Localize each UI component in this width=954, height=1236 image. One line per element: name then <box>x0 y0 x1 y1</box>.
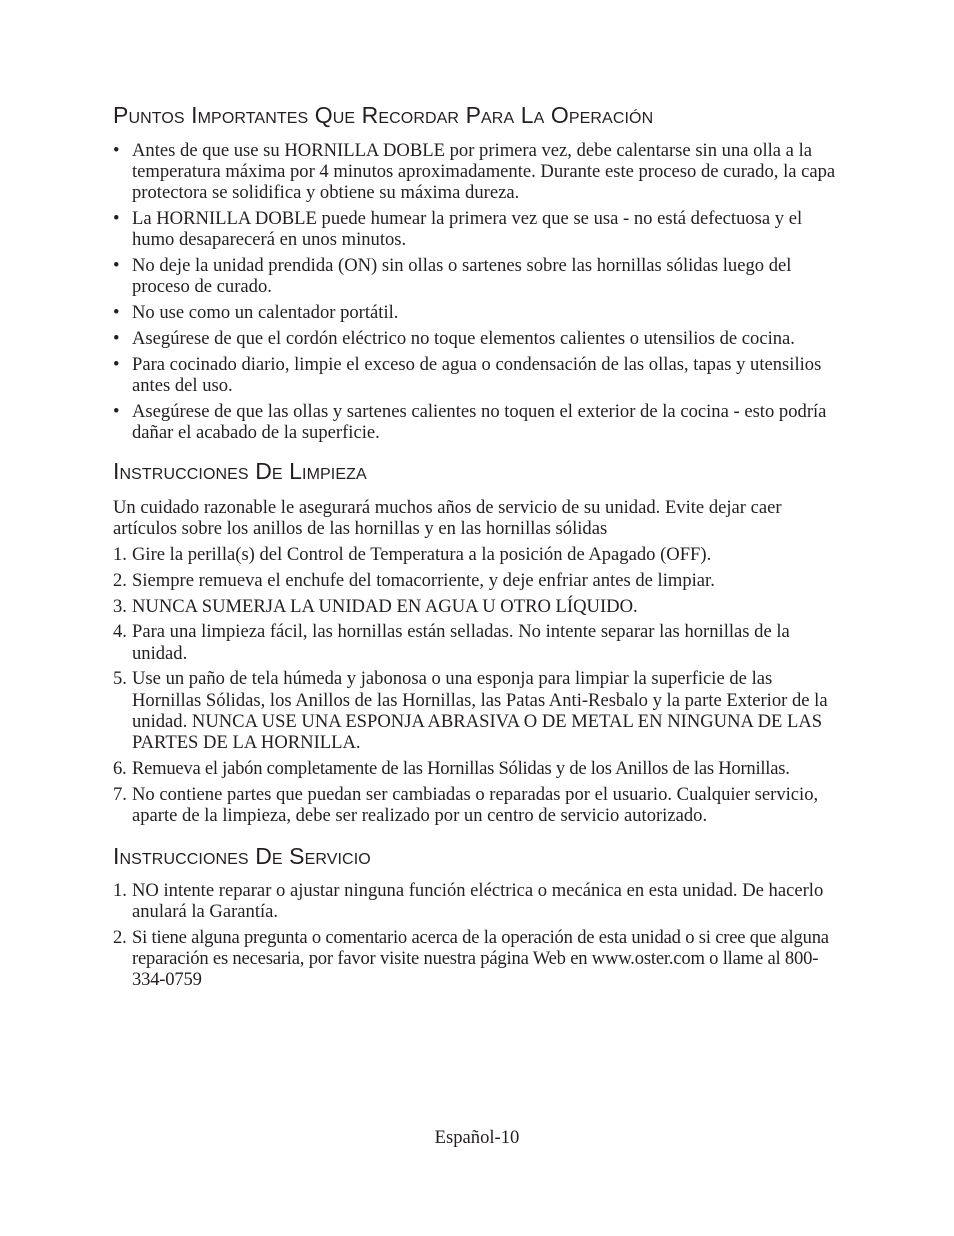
item-number: 5. <box>113 668 127 690</box>
list-item-text: Siempre remueva el enchufe del tomacorriente, y deje enfriar antes de limpiar. <box>132 569 715 591</box>
bullet-marker: • <box>113 255 120 277</box>
list-item-text: Antes de que use su HORNILLA DOBLE por primera vez, debe calentarse sin una olla a la temperatura máxima por 4 minutos aproximadamente. Durante este proceso de curado, la capa protectora se solidifica y obtiene su máxima dureza. <box>132 140 836 204</box>
list-item <box>113 927 843 991</box>
page-number: Español-10 <box>434 1127 520 1148</box>
cleaning-numbered-list <box>113 544 843 831</box>
cleaning-intro-paragraph: Un cuidado razonable le asegurará muchos años de servicio de su unidad. Evite dejar caer artículos sobre los anillos de las hornillas y en las hornillas sólidas <box>113 497 782 540</box>
list-item <box>113 140 843 204</box>
list-item-text: La HORNILLA DOBLE puede humear la primera vez que se usa - no está defectuosa y el humo desaparecerá en unos minutos. <box>132 208 803 251</box>
list-item-text: NO intente reparar o ajustar ninguna función eléctrica o mecánica en esta unidad. De hacerlo anulará la Garantía. <box>132 880 824 923</box>
bullet-marker: • <box>113 140 120 161</box>
list-item-text: NUNCA SUMERJA LA UNIDAD EN AGUA U OTRO LÍQUIDO. <box>132 595 638 617</box>
item-number: 2. <box>113 569 127 591</box>
list-item <box>113 596 843 617</box>
list-item <box>113 758 843 779</box>
list-item-text: Para una limpieza fácil, las hornillas están selladas. No intente separar las hornillas de la unidad. <box>132 621 790 664</box>
list-item <box>113 880 843 922</box>
item-number: 2. <box>113 927 127 948</box>
bullet-marker: • <box>113 302 120 324</box>
list-item-text: Asegúrese de que el cordón eléctrico no toque elementos calientes o utensilios de cocina. <box>132 328 795 349</box>
list-item-text: No deje la unidad prendida (ON) sin ollas o sartenes sobre las hornillas sólidas luego del proceso de curado. <box>132 255 792 298</box>
bullet-marker: • <box>113 400 120 422</box>
bullet-marker: • <box>113 208 120 230</box>
list-item-text: No use como un calentador portátil. <box>132 302 399 324</box>
list-item-text: Asegúrese de que las ollas y sartenes calientes no toquen el exterior de la cocina - esto podría dañar el acabado de la superficie. <box>132 400 827 443</box>
section-heading-cleaning: Instrucciones De Limpieza <box>113 458 367 484</box>
list-item-text: Si tiene alguna pregunta o comentario acerca de la operación de esta unidad o si cree que alguna reparación es necesaria, por favor visite nuestra página Web en www.oster.com o llame al 800-334-0759 <box>132 927 829 991</box>
list-item <box>113 328 843 349</box>
list-item <box>113 354 843 396</box>
item-number: 1. <box>113 544 127 565</box>
list-item <box>113 621 843 663</box>
item-number: 3. <box>113 595 127 617</box>
list-item-text: Gire la perilla(s) del Control de Temperatura a la posición de Apagado (OFF). <box>132 544 712 565</box>
list-item <box>113 784 843 826</box>
item-number: 7. <box>113 783 127 805</box>
list-item-text: Use un paño de tela húmeda y jabonosa o una esponja para limpiar la superficie de las Hornillas Sólidas, los Anillos de las Hornillas, las Patas Anti-Resbalo y la parte Exterior de la unidad. NUNCA USE UNA ESPONJA ABRASIVA O DE METAL EN NINGUNA DE LAS PARTES DE LA HORNILLA. <box>132 668 828 753</box>
bullet-marker: • <box>113 353 120 375</box>
operation-bullet-list <box>113 140 843 448</box>
item-number: 6. <box>113 757 127 779</box>
list-item <box>113 302 843 323</box>
list-item <box>113 544 843 565</box>
list-item <box>113 255 843 297</box>
list-item-text: Para cocinado diario, limpie el exceso de agua o condensación de las ollas, tapas y utensilios antes del uso. <box>132 353 822 396</box>
list-item-text: No contiene partes que puedan ser cambiadas o reparadas por el usuario. Cualquier servicio, aparte de la limpieza, debe ser realizado por un centro de servicio autorizado. <box>132 783 819 826</box>
item-number: 1. <box>113 880 127 901</box>
section-heading-operation: Puntos Importantes Que Recordar Para La Operación <box>113 102 654 128</box>
list-item <box>113 401 843 443</box>
service-numbered-list <box>113 880 843 995</box>
list-item <box>113 208 843 250</box>
list-item <box>113 570 843 591</box>
list-item-text: Remueva el jabón completamente de las Hornillas Sólidas y de los Anillos de las Hornillas. <box>132 757 790 779</box>
bullet-marker: • <box>113 328 120 349</box>
section-heading-service: Instrucciones De Servicio <box>113 843 371 869</box>
list-item <box>113 668 843 753</box>
item-number: 4. <box>113 621 127 643</box>
